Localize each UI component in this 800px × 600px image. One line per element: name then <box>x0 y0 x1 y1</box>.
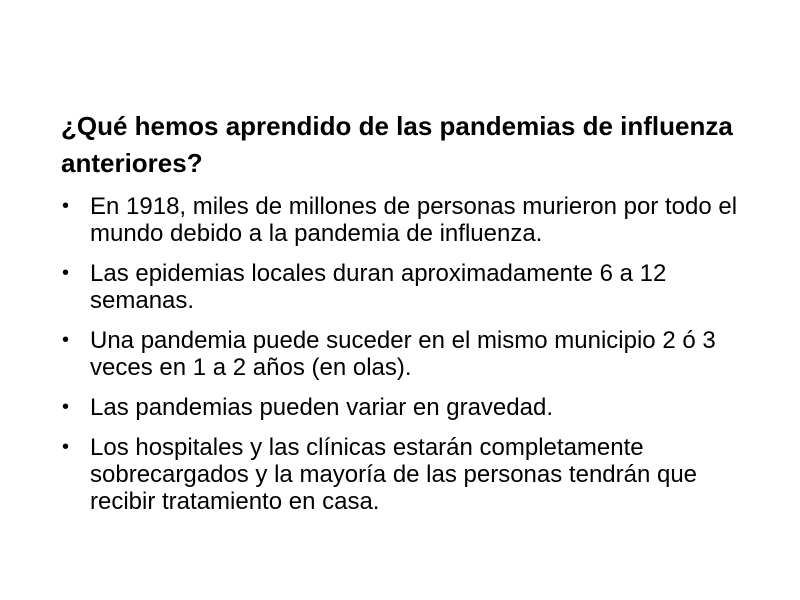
bullet-item <box>62 193 752 247</box>
bullet-icon: • <box>62 436 70 458</box>
bullet-item <box>62 394 752 421</box>
bullet-item <box>62 327 752 381</box>
bullet-text: Los hospitales y las clínicas estarán completamente sobrecargados y la mayoría de las personas tendrán que recibir tratamiento en casa. <box>90 434 698 515</box>
bullet-icon: • <box>62 262 70 284</box>
bullet-text: Las epidemias locales duran aproximadamente 6 a 12 semanas. <box>90 260 667 314</box>
bullet-item <box>62 434 752 515</box>
bullet-list <box>62 193 752 528</box>
bullet-item <box>62 260 752 314</box>
bullet-text: Una pandemia puede suceder en el mismo municipio 2 ó 3 veces en 1 a 2 años (en olas). <box>90 327 716 381</box>
bullet-text: En 1918, miles de millones de personas murieron por todo el mundo debido a la pandemia de influenza. <box>90 193 738 247</box>
bullet-icon: • <box>62 396 70 418</box>
bullet-icon: • <box>62 329 70 351</box>
bullet-text: Las pandemias pueden variar en gravedad. <box>90 394 553 421</box>
bullet-icon: • <box>62 195 70 217</box>
slide-title: ¿Qué hemos aprendido de las pandemias de influenza anteriores? <box>61 111 733 178</box>
